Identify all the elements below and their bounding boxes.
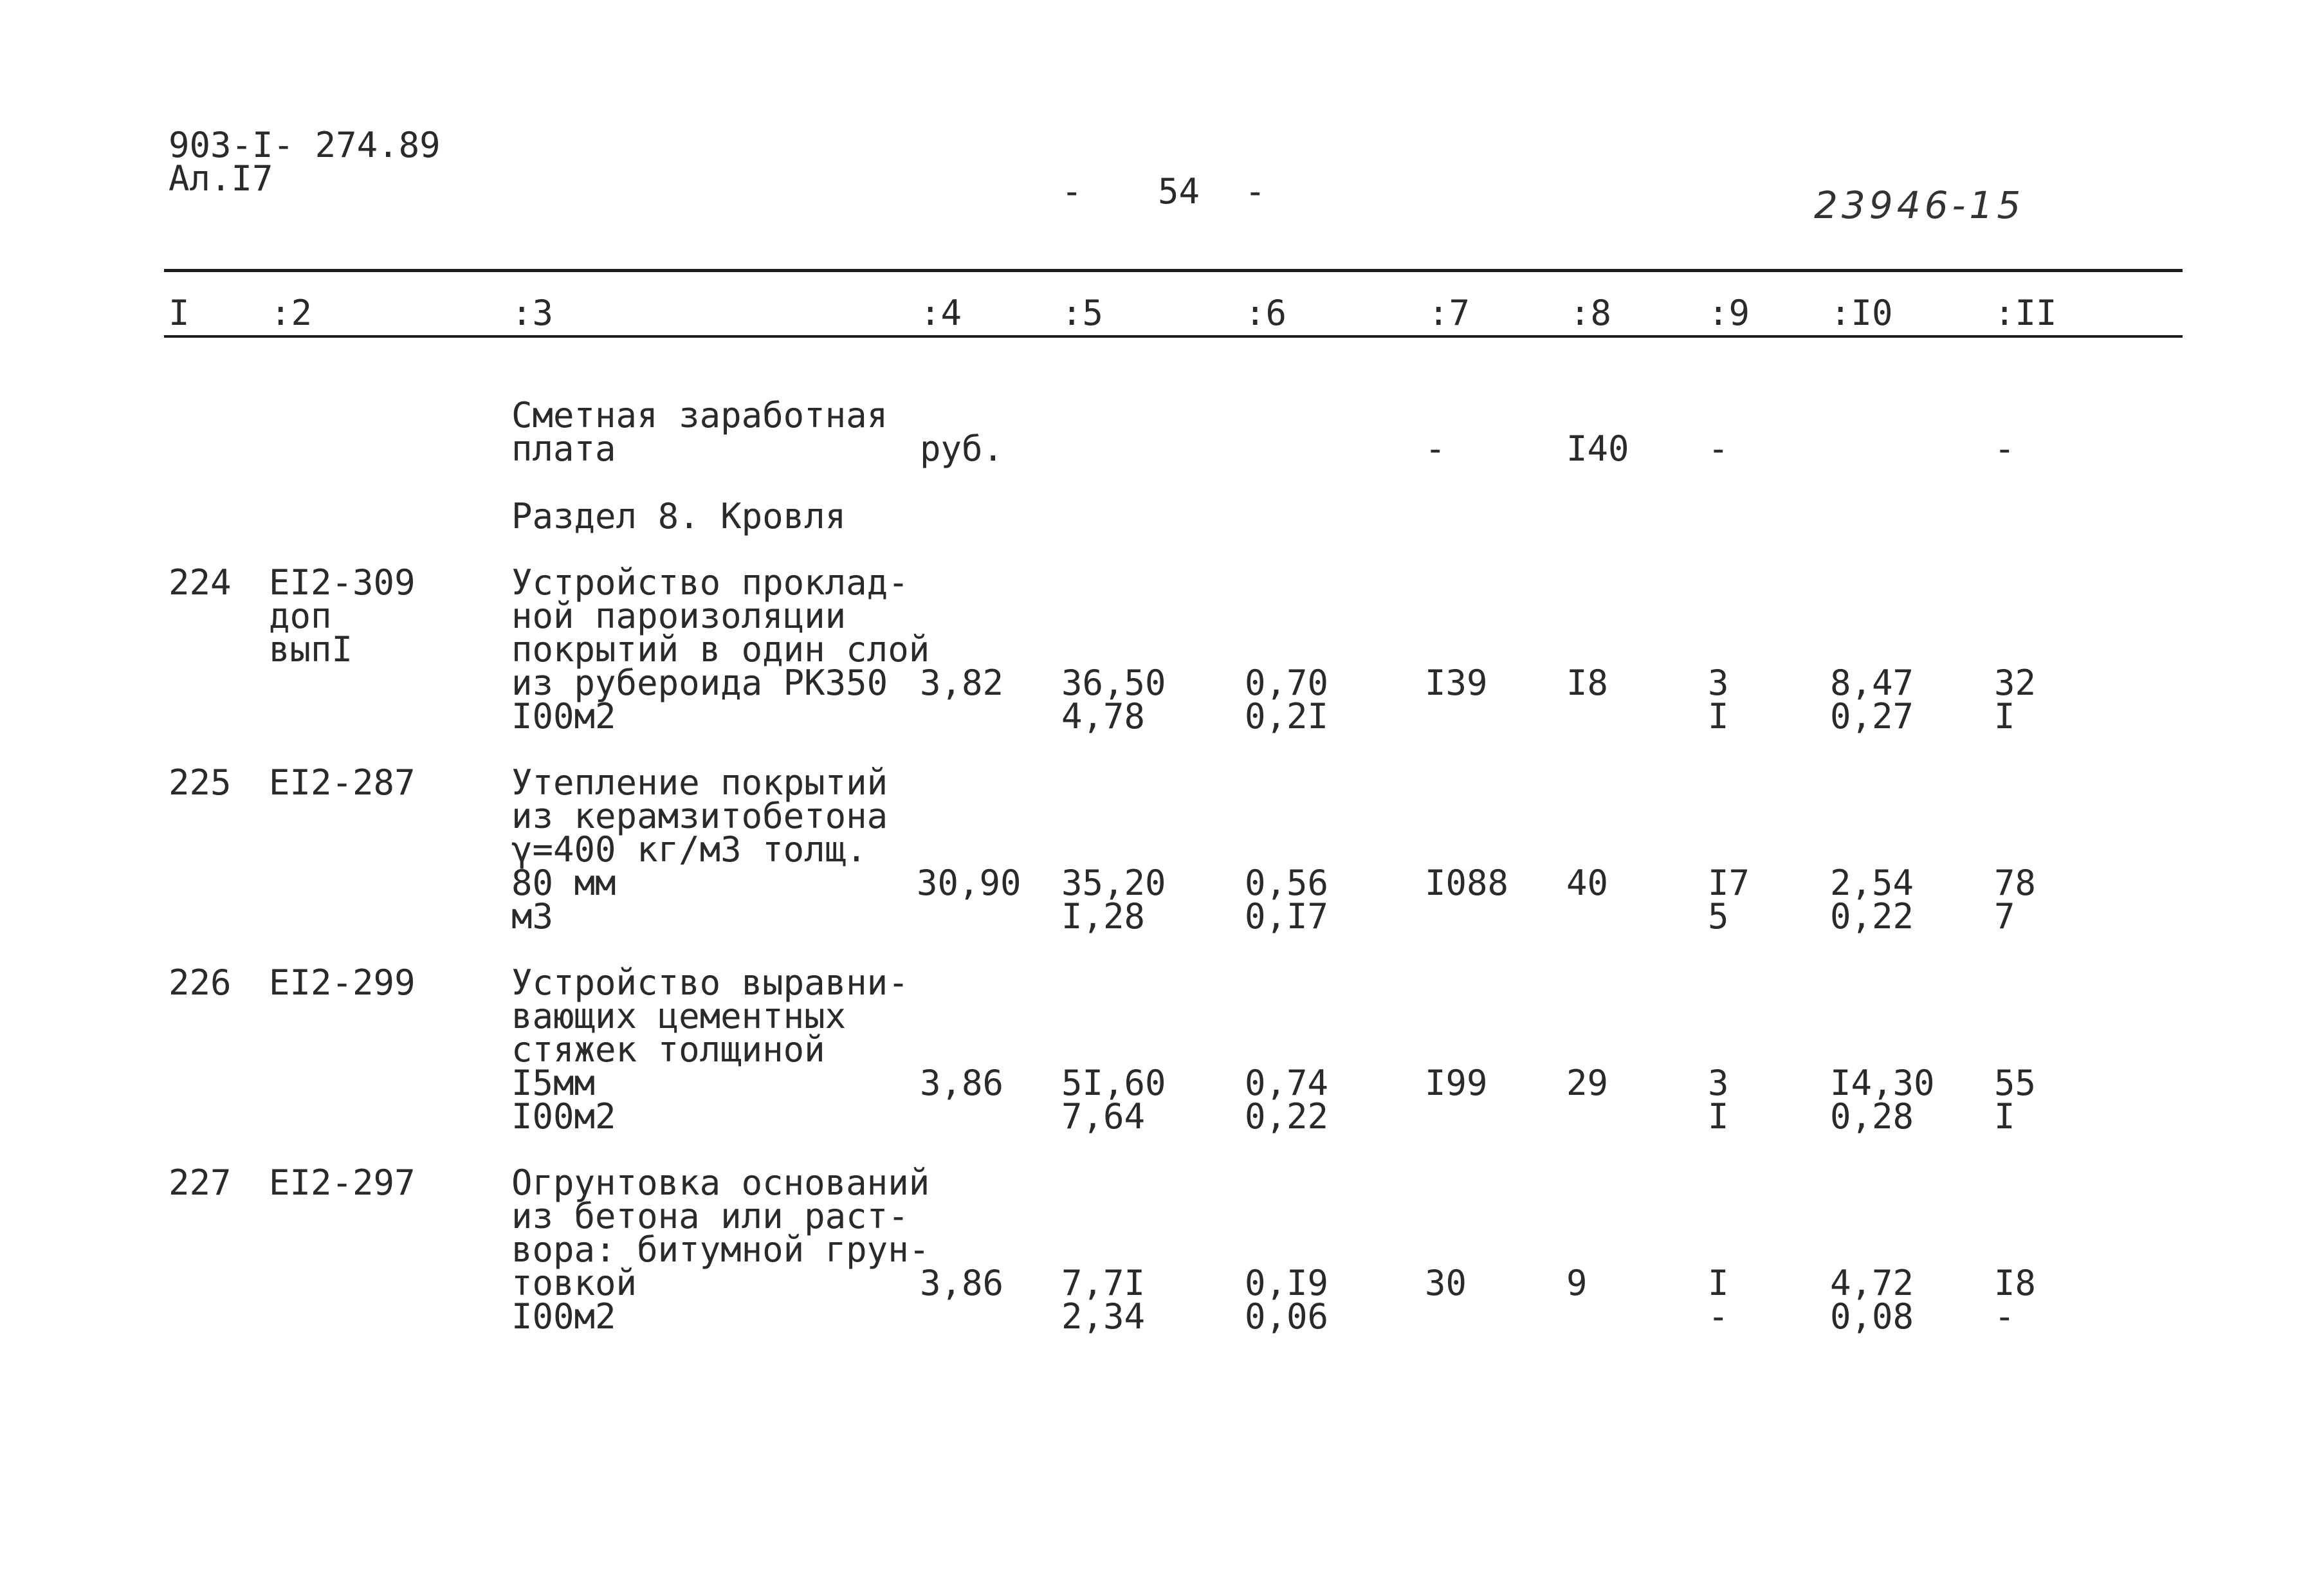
row-col4: 3,82 [920, 663, 1004, 703]
column-header-8: :8 [1570, 293, 1612, 333]
column-header-1: I [169, 293, 190, 333]
row-col4: 3,86 [920, 1263, 1004, 1303]
wage-row-col7: - [1425, 428, 1446, 469]
row-description: Устройство проклад- ной пароизоляции покрытий в один слой из рубероида РК350 I00м2 [511, 562, 930, 737]
row-col4: 30,90 [917, 863, 1021, 903]
column-header-6: :6 [1245, 293, 1287, 333]
row-code: ЕI2-287 [269, 762, 416, 803]
row-col4: 3,86 [920, 1063, 1004, 1103]
row-code: ЕI2-299 [269, 962, 416, 1003]
page-number: 54 [1158, 171, 1200, 212]
row-description: Огрунтовка оснований из бетона или раст- вора: битумной грун- товкой I00м2 [511, 1162, 930, 1337]
row-col11: 32 I [1994, 663, 2037, 737]
archive-stamp-number: 23946-15 [1814, 183, 2025, 227]
section-title: Раздел 8. Кровля [511, 496, 847, 537]
row-col9: 3 I [1708, 663, 1729, 737]
row-number: 226 [169, 962, 232, 1003]
row-col6: 0,56 0,I7 [1245, 863, 1329, 937]
row-col11: 55 I [1994, 1063, 2037, 1137]
wage-row-col9: - [1708, 428, 1729, 469]
row-col9: 3 I [1708, 1063, 1729, 1137]
wage-row-description: Сметная заработная плата [511, 395, 888, 469]
row-col8: 40 [1566, 863, 1609, 903]
row-col8: 29 [1566, 1063, 1609, 1103]
row-col10: 8,47 0,27 [1830, 663, 1914, 737]
row-description: Устройство выравни- вающих цементных стяжек толщиной I5мм I00м2 [511, 962, 909, 1137]
table-top-rule [164, 269, 2183, 272]
column-header-10: :I0 [1830, 293, 1893, 333]
row-code: ЕI2-309 доп выпI [269, 562, 416, 670]
page-dash-left: - [1061, 171, 1083, 212]
row-code: ЕI2-297 [269, 1162, 416, 1203]
column-header-11: :II [1994, 293, 2057, 333]
document-code-line-2: Ал.I7 [169, 158, 273, 199]
row-col5: 7,7I 2,34 [1061, 1263, 1146, 1337]
row-col7: I088 [1425, 863, 1509, 903]
row-col7: 30 [1425, 1263, 1467, 1303]
row-col7: I99 [1425, 1063, 1488, 1103]
row-col6: 0,I9 0,06 [1245, 1263, 1329, 1337]
document-code-line-1: 903-I- 274.89 [169, 125, 441, 165]
row-col11: 78 7 [1994, 863, 2037, 937]
wage-row-col8: I40 [1566, 428, 1629, 469]
row-col8: 9 [1566, 1263, 1588, 1303]
row-col11: I8 - [1994, 1263, 2037, 1337]
row-description: Утепление покрытий из керамзитобетона γ=400 кг/м3 толщ. 80 мм м3 [511, 762, 888, 937]
document-code [169, 125, 441, 199]
row-col5: 36,50 4,78 [1061, 663, 1166, 737]
row-col5: 5I,60 7,64 [1061, 1063, 1166, 1137]
row-col10: I4,30 0,28 [1830, 1063, 1935, 1137]
row-col10: 4,72 0,08 [1830, 1263, 1914, 1337]
row-number: 225 [169, 762, 232, 803]
row-col9: I7 5 [1708, 863, 1750, 937]
column-header-2: :2 [270, 293, 313, 333]
column-header-9: :9 [1708, 293, 1750, 333]
row-col10: 2,54 0,22 [1830, 863, 1914, 937]
column-header-3: :3 [511, 293, 554, 333]
row-col6: 0,70 0,2I [1245, 663, 1329, 737]
column-header-4: :4 [920, 293, 962, 333]
row-number: 224 [169, 562, 232, 603]
page-dash-right: - [1245, 171, 1266, 212]
row-col8: I8 [1566, 663, 1609, 703]
row-col6: 0,74 0,22 [1245, 1063, 1329, 1137]
table-header-rule [164, 335, 2183, 338]
row-col5: 35,20 I,28 [1061, 863, 1166, 937]
wage-row-unit: руб. [920, 428, 1004, 469]
column-header-7: :7 [1428, 293, 1470, 333]
row-col7: I39 [1425, 663, 1488, 703]
row-col9: I - [1708, 1263, 1729, 1337]
column-header-5: :5 [1061, 293, 1104, 333]
wage-row-col11: - [1994, 428, 2015, 469]
row-number: 227 [169, 1162, 232, 1203]
